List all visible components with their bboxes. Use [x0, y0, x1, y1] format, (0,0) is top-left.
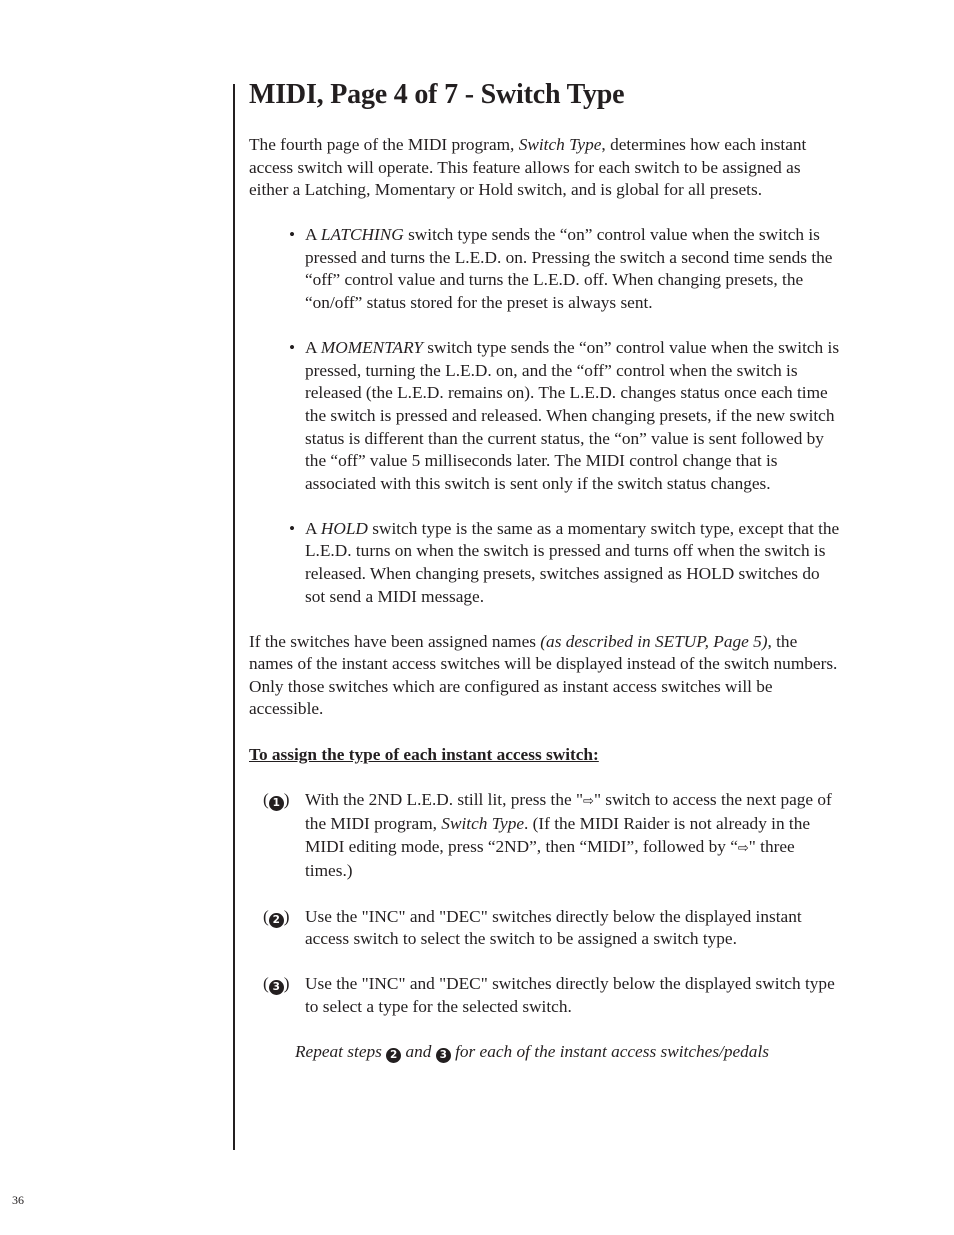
bullet-icon: • — [289, 225, 296, 245]
margin-rule — [233, 84, 235, 1150]
term-hold: HOLD — [320, 518, 368, 538]
intro-emphasis: Switch Type — [518, 135, 602, 154]
steps-list — [249, 789, 844, 1019]
circled-2-icon: 2 — [386, 1048, 401, 1063]
page-title: MIDI, Page 4 of 7 - Switch Type — [249, 79, 625, 110]
intro-paragraph: The fourth page of the MIDI program, Switch Type, determines how each instant access switch will operate. This feature allows for each switch to be assigned as either a Latching, Momentary or Hold switch, and is global for all presets. — [249, 135, 807, 200]
right-arrow-icon: ⇨ — [737, 840, 749, 856]
bullet-icon: • — [289, 338, 296, 358]
circled-3-icon: 3 — [269, 980, 284, 995]
step-number: ( 2 ) — [263, 906, 290, 926]
assign-heading: To assign the type of each instant access switch: — [249, 744, 599, 764]
circled-2-icon: 2 — [269, 913, 284, 928]
term-latching: LATCHING — [320, 225, 404, 245]
circled-3-icon: 3 — [436, 1048, 451, 1063]
switch-type-list — [249, 224, 844, 608]
circled-1-icon: 1 — [269, 796, 284, 811]
list-item-hold: • A HOLD switch type is the same as a momentary switch type, except that the L.E.D. turns on when the switch is pressed and turns off when the switch is released. When changing presets, switches assigned as HOLD switches do sot send a MIDI message. — [289, 518, 840, 606]
page-content — [249, 78, 844, 1064]
names-paragraph: If the switches have been assigned names (as described in SETUP, Page 5), the names of the instant access switches will be displayed instead of the switch numbers. Only those switches which are configured as instant access switches will be accessible. — [249, 631, 838, 719]
page-number: 36 — [12, 1193, 24, 1207]
setup-reference: (as described in SETUP, Page 5) — [540, 631, 768, 651]
bullet-icon: • — [289, 518, 296, 538]
repeat-note: Repeat steps 2 and 3 for each of the instant access switches/pedals — [295, 1041, 769, 1061]
term-momentary: MOMENTARY — [320, 338, 423, 358]
list-item-momentary: • A MOMENTARY switch type sends the “on” control value when the switch is pressed, turning the L.E.D. on, and the “off” control when the switch is released (the L.E.D. remains on). The L.E.D. changes status once each time the switch is pressed and released. When changing presets, if the new switch status is different than the current status, the “on” value is sent followed by the “off” value 5 milliseconds later. The MIDI control change that is associated with this switch is sent only if the switch status changes. — [289, 338, 840, 493]
step-3: ( 3 ) Use the "INC" and "DEC" switches directly below the displayed switch type to select a type for the selected switch. — [263, 974, 835, 1016]
step-1: ( 1 ) With the 2ND L.E.D. still lit, press the "⇨" switch to access the next page of the MIDI program, Switch Type. (If the MIDI Raider is not already in the MIDI editing mode, press “2ND”, then “MIDI”, followed by “⇨" three times.) — [263, 789, 832, 881]
right-arrow-icon: ⇨ — [583, 793, 594, 809]
step-2: ( 2 ) Use the "INC" and "DEC" switches directly below the displayed instant access switch to select the switch to be assigned a switch type. — [263, 906, 802, 949]
step-number: ( 1 ) — [263, 789, 290, 809]
list-item-latching: • A LATCHING switch type sends the “on” control value when the switch is pressed and turns the L.E.D. on. Pressing the switch a second time sends the “off” control value and turns the L.E.D. off. When changing presets, the “on/off” status stored for the preset is always sent. — [289, 225, 833, 313]
step-number: ( 3 ) — [263, 974, 290, 994]
